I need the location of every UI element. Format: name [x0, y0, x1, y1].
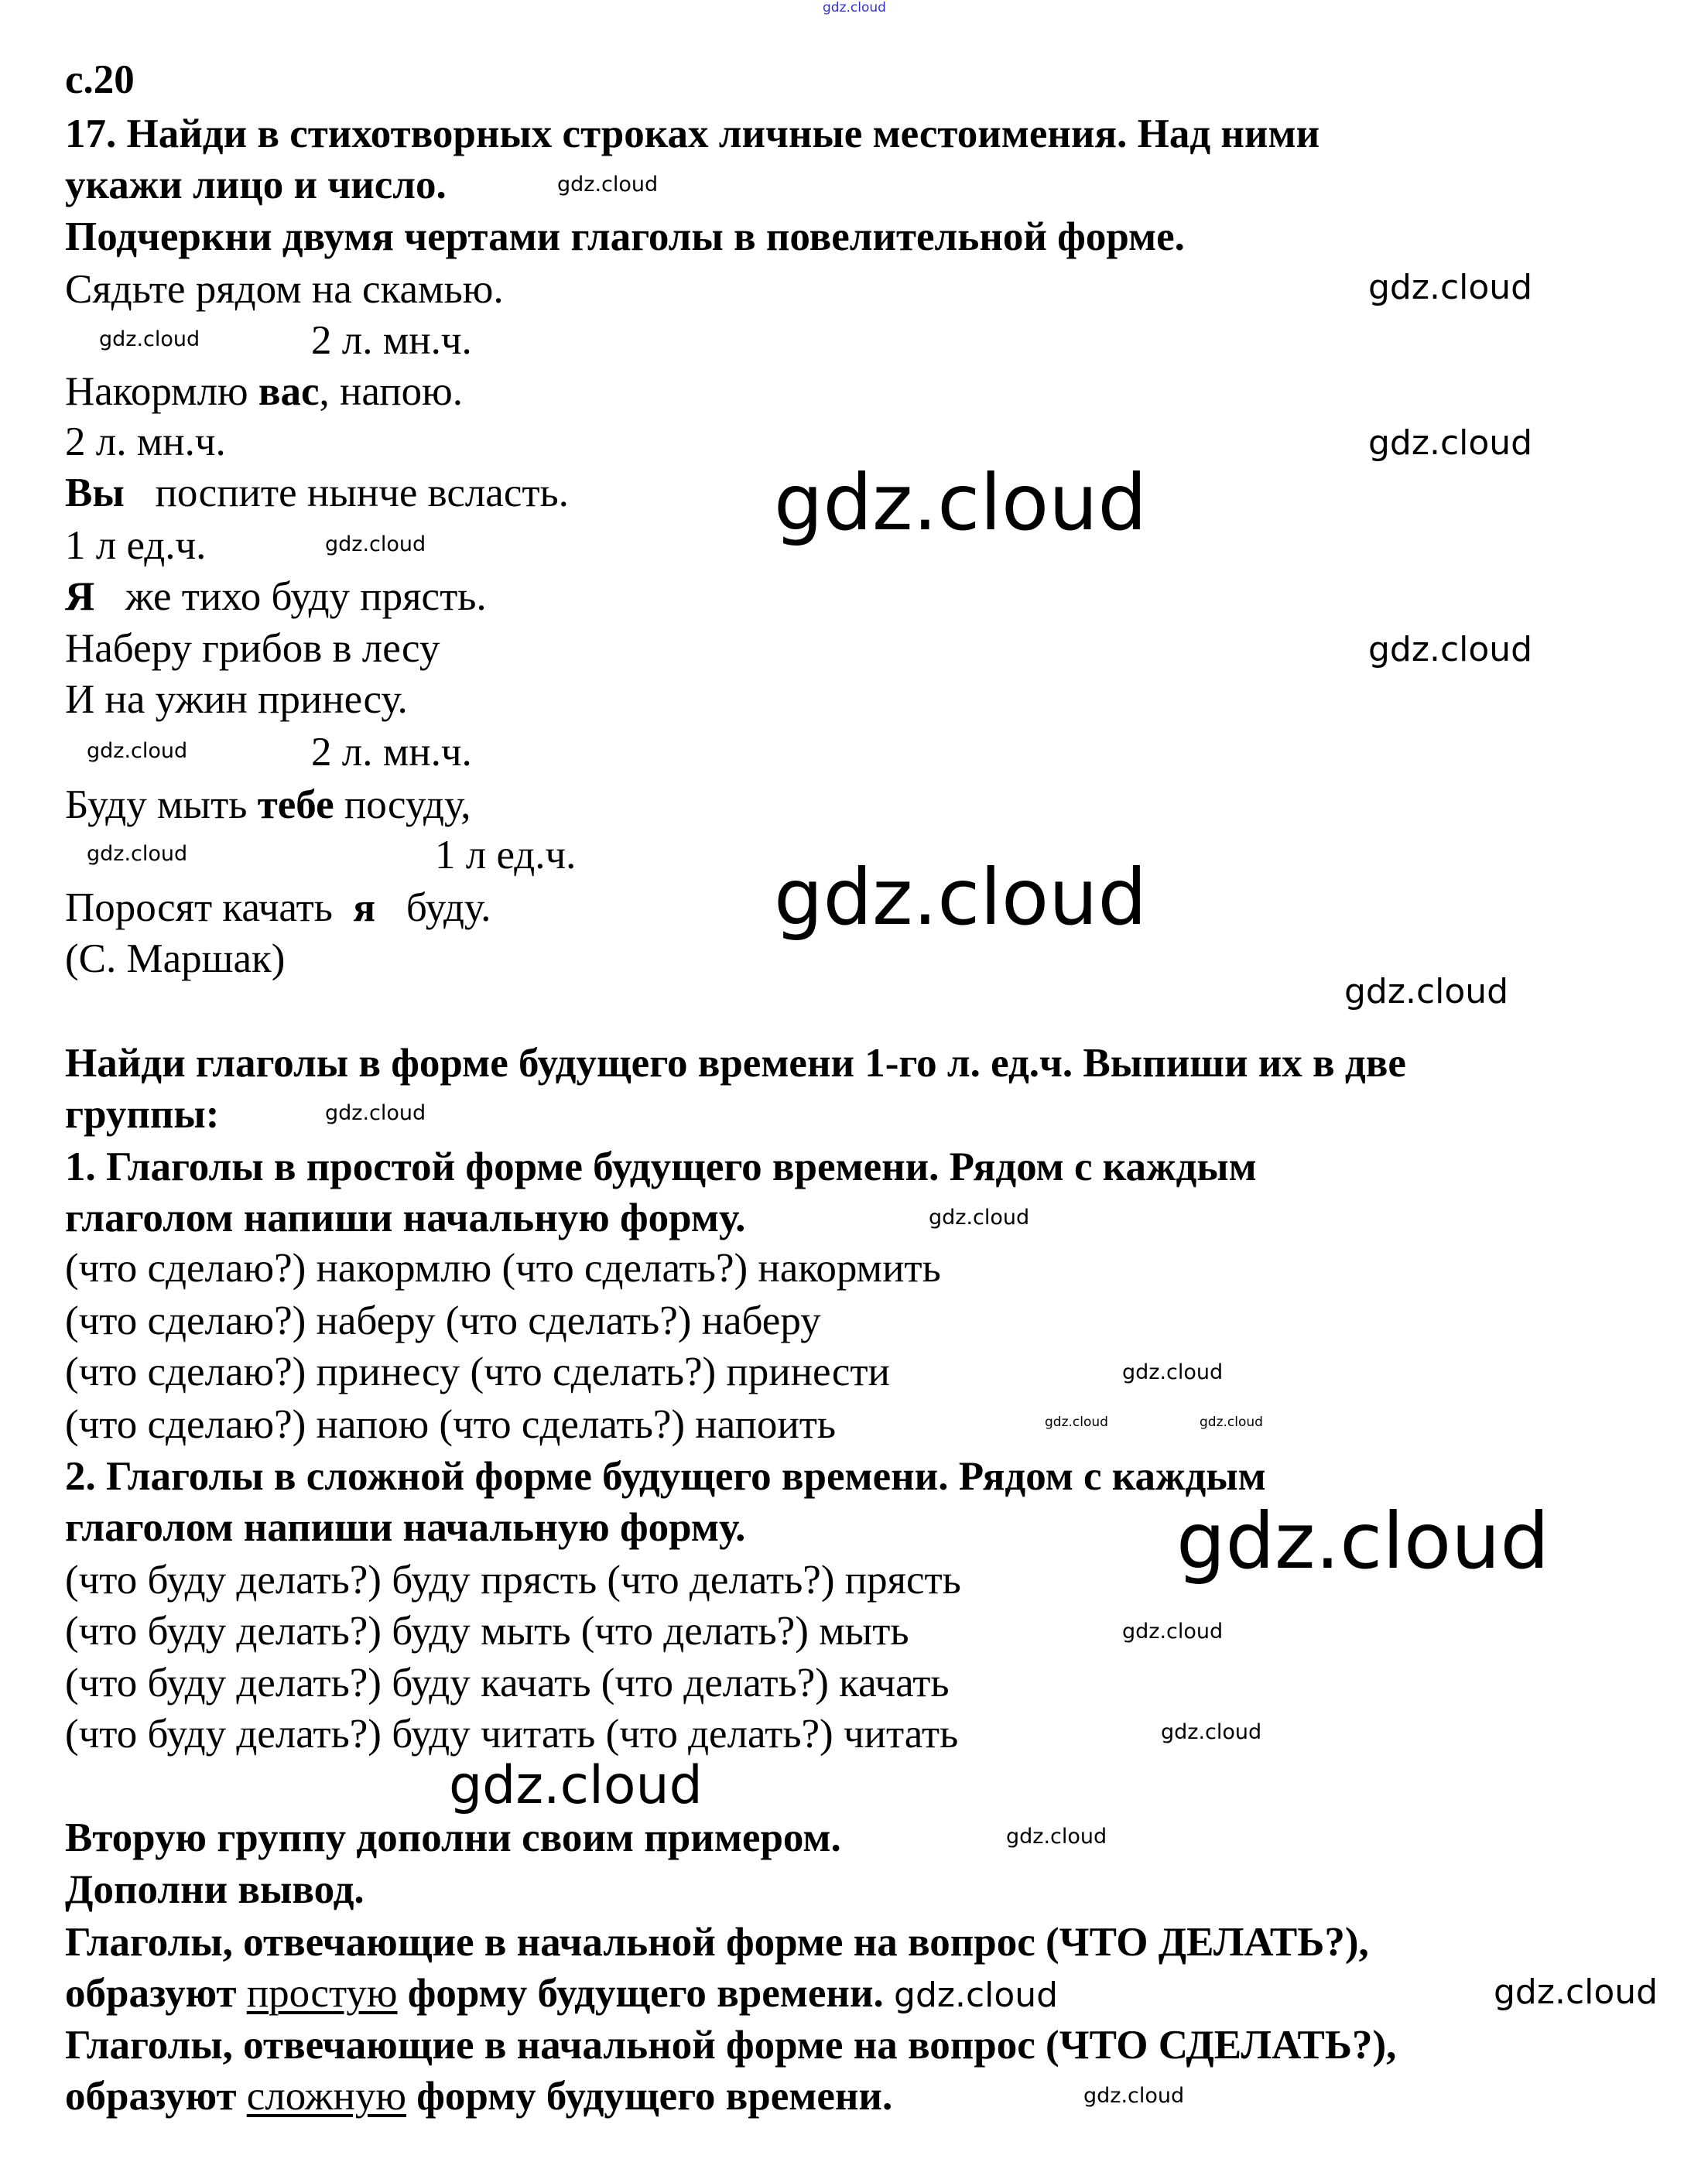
- text: Накормлю: [65, 369, 258, 414]
- poem-annotation-3: 1 л ед.ч.: [65, 523, 207, 568]
- poem-line-8: [65, 884, 491, 931]
- watermark: gdz.cloud: [1045, 1415, 1108, 1430]
- watermark: gdz.cloud: [929, 1206, 1030, 1230]
- task-title-line2: укажи лицо и число.: [65, 163, 447, 207]
- poem-annotation-4: 2 л. мн.ч.: [311, 730, 472, 775]
- text: Поросят качать: [65, 885, 354, 930]
- watermark: gdz.cloud: [1368, 630, 1533, 669]
- text: , напою.: [319, 369, 463, 414]
- group1-item: (что сделаю?) принесу (что сделать?) принести: [65, 1350, 890, 1394]
- poem-line-6: И на ужин принесу.: [65, 677, 408, 722]
- poem-line-3: [65, 470, 569, 516]
- pronoun: тебе: [257, 782, 334, 827]
- watermark: gdz.cloud: [1368, 423, 1533, 463]
- group1-item: (что сделаю?) накормлю (что сделать?) накормить: [65, 1246, 941, 1291]
- poem-line-1: Сядьте рядом на скамью.: [65, 267, 504, 312]
- text: Буду мыть: [65, 782, 258, 827]
- text: форму будущего времени.: [397, 1971, 895, 2016]
- text: образуют: [65, 2074, 247, 2119]
- watermark: gdz.cloud: [87, 842, 188, 866]
- answer-simple: простую: [246, 1971, 398, 2016]
- watermark-large: gdz.cloud: [1176, 1496, 1550, 1586]
- watermark-medium-large: gdz.cloud: [449, 1755, 703, 1816]
- watermark: gdz.cloud: [1122, 1360, 1224, 1384]
- text: же тихо буду прясть.: [94, 574, 487, 619]
- watermark: gdz.cloud: [99, 327, 200, 351]
- watermark: gdz.cloud: [1161, 1720, 1262, 1744]
- poem-annotation-2: 2 л. мн.ч.: [65, 419, 226, 464]
- poem-line-4: [65, 573, 487, 620]
- group2-item: (что буду делать?) буду читать (что делать?) читать: [65, 1712, 959, 1757]
- watermark: gdz.cloud: [1494, 1972, 1658, 2012]
- pronoun: я: [353, 885, 376, 930]
- conclusion1-line1: Глаголы, отвечающие в начальной форме на вопрос (ЧТО ДЕЛАТЬ?),: [65, 1920, 1369, 1965]
- complete-conclusion-instruction: Дополни вывод.: [65, 1867, 365, 1912]
- answer-compound: сложную: [246, 2074, 406, 2119]
- add-example-instruction: Вторую группу дополни своим примером.: [65, 1815, 841, 1860]
- watermark: gdz.cloud: [325, 1101, 426, 1125]
- group2-item: (что буду делать?) буду качать (что делать?) качать: [65, 1661, 950, 1705]
- group2-title-line1: 2. Глаголы в сложной форме будущего времени. Рядом с каждым: [65, 1454, 1266, 1499]
- task2-line1: Найди глаголы в форме будущего времени 1-го л. ед.ч. Выпиши их в две: [65, 1041, 1406, 1086]
- poem-line-7: [65, 782, 471, 828]
- watermark: gdz.cloud: [557, 173, 659, 197]
- task-title-line1: 17. Найди в стихотворных строках личные местоимения. Над ними: [65, 111, 1320, 156]
- watermark: gdz.cloud: [325, 532, 426, 556]
- poem-author: (С. Маршак): [65, 936, 286, 981]
- pronoun: Я: [65, 574, 95, 619]
- watermark-large: gdz.cloud: [774, 457, 1148, 548]
- task-instruction: Подчеркни двумя чертами глаголы в повелительной форме.: [65, 214, 1185, 259]
- text: буду.: [375, 885, 491, 930]
- text: поспите нынче всласть.: [124, 470, 569, 515]
- page-label: с.20: [65, 57, 135, 102]
- poem-line-2: [65, 368, 463, 415]
- group1-title-line2: глаголом напиши начальную форму.: [65, 1196, 746, 1240]
- group2-title-line2: глаголом напиши начальную форму.: [65, 1505, 746, 1550]
- group1-item: (что сделаю?) наберу (что сделать?) наберу: [65, 1298, 821, 1343]
- watermark: gdz.cloud: [1006, 1825, 1107, 1849]
- text: посуду,: [334, 782, 471, 827]
- task2-line2: группы:: [65, 1092, 220, 1137]
- watermark-inline: gdz.cloud: [894, 1976, 1059, 2015]
- poem-annotation-5: 1 л ед.ч.: [435, 833, 577, 878]
- conclusion2-line2: [65, 2073, 892, 2119]
- group1-title-line1: 1. Глаголы в простой форме будущего времени. Рядом с каждым: [65, 1144, 1257, 1189]
- poem-annotation-1: 2 л. мн.ч.: [311, 318, 472, 363]
- group2-item: (что буду делать?) буду прясть (что делать?) прясть: [65, 1558, 961, 1603]
- conclusion1-line2: [65, 1970, 1058, 2019]
- group1-item: (что сделаю?) напою (что сделать?) напоить: [65, 1402, 837, 1447]
- watermark: gdz.cloud: [1200, 1415, 1263, 1430]
- watermark: gdz.cloud: [87, 739, 188, 763]
- watermark: gdz.cloud: [1083, 2084, 1185, 2108]
- poem-line-5: Наберу грибов в лесу: [65, 626, 440, 671]
- group2-item: (что буду делать?) буду мыть (что делать?) мыть: [65, 1609, 909, 1654]
- watermark: gdz.cloud: [1344, 972, 1509, 1011]
- text: форму будущего времени.: [406, 2074, 893, 2119]
- watermark-large: gdz.cloud: [774, 852, 1148, 943]
- watermark-top: gdz.cloud: [823, 0, 886, 15]
- text: образуют: [65, 1971, 247, 2016]
- pronoun: вас: [258, 369, 320, 414]
- conclusion2-line1: Глаголы, отвечающие в начальной форме на вопрос (ЧТО СДЕЛАТЬ?),: [65, 2023, 1397, 2068]
- watermark: gdz.cloud: [1368, 268, 1533, 307]
- watermark: gdz.cloud: [1122, 1620, 1224, 1644]
- pronoun: Вы: [65, 470, 125, 515]
